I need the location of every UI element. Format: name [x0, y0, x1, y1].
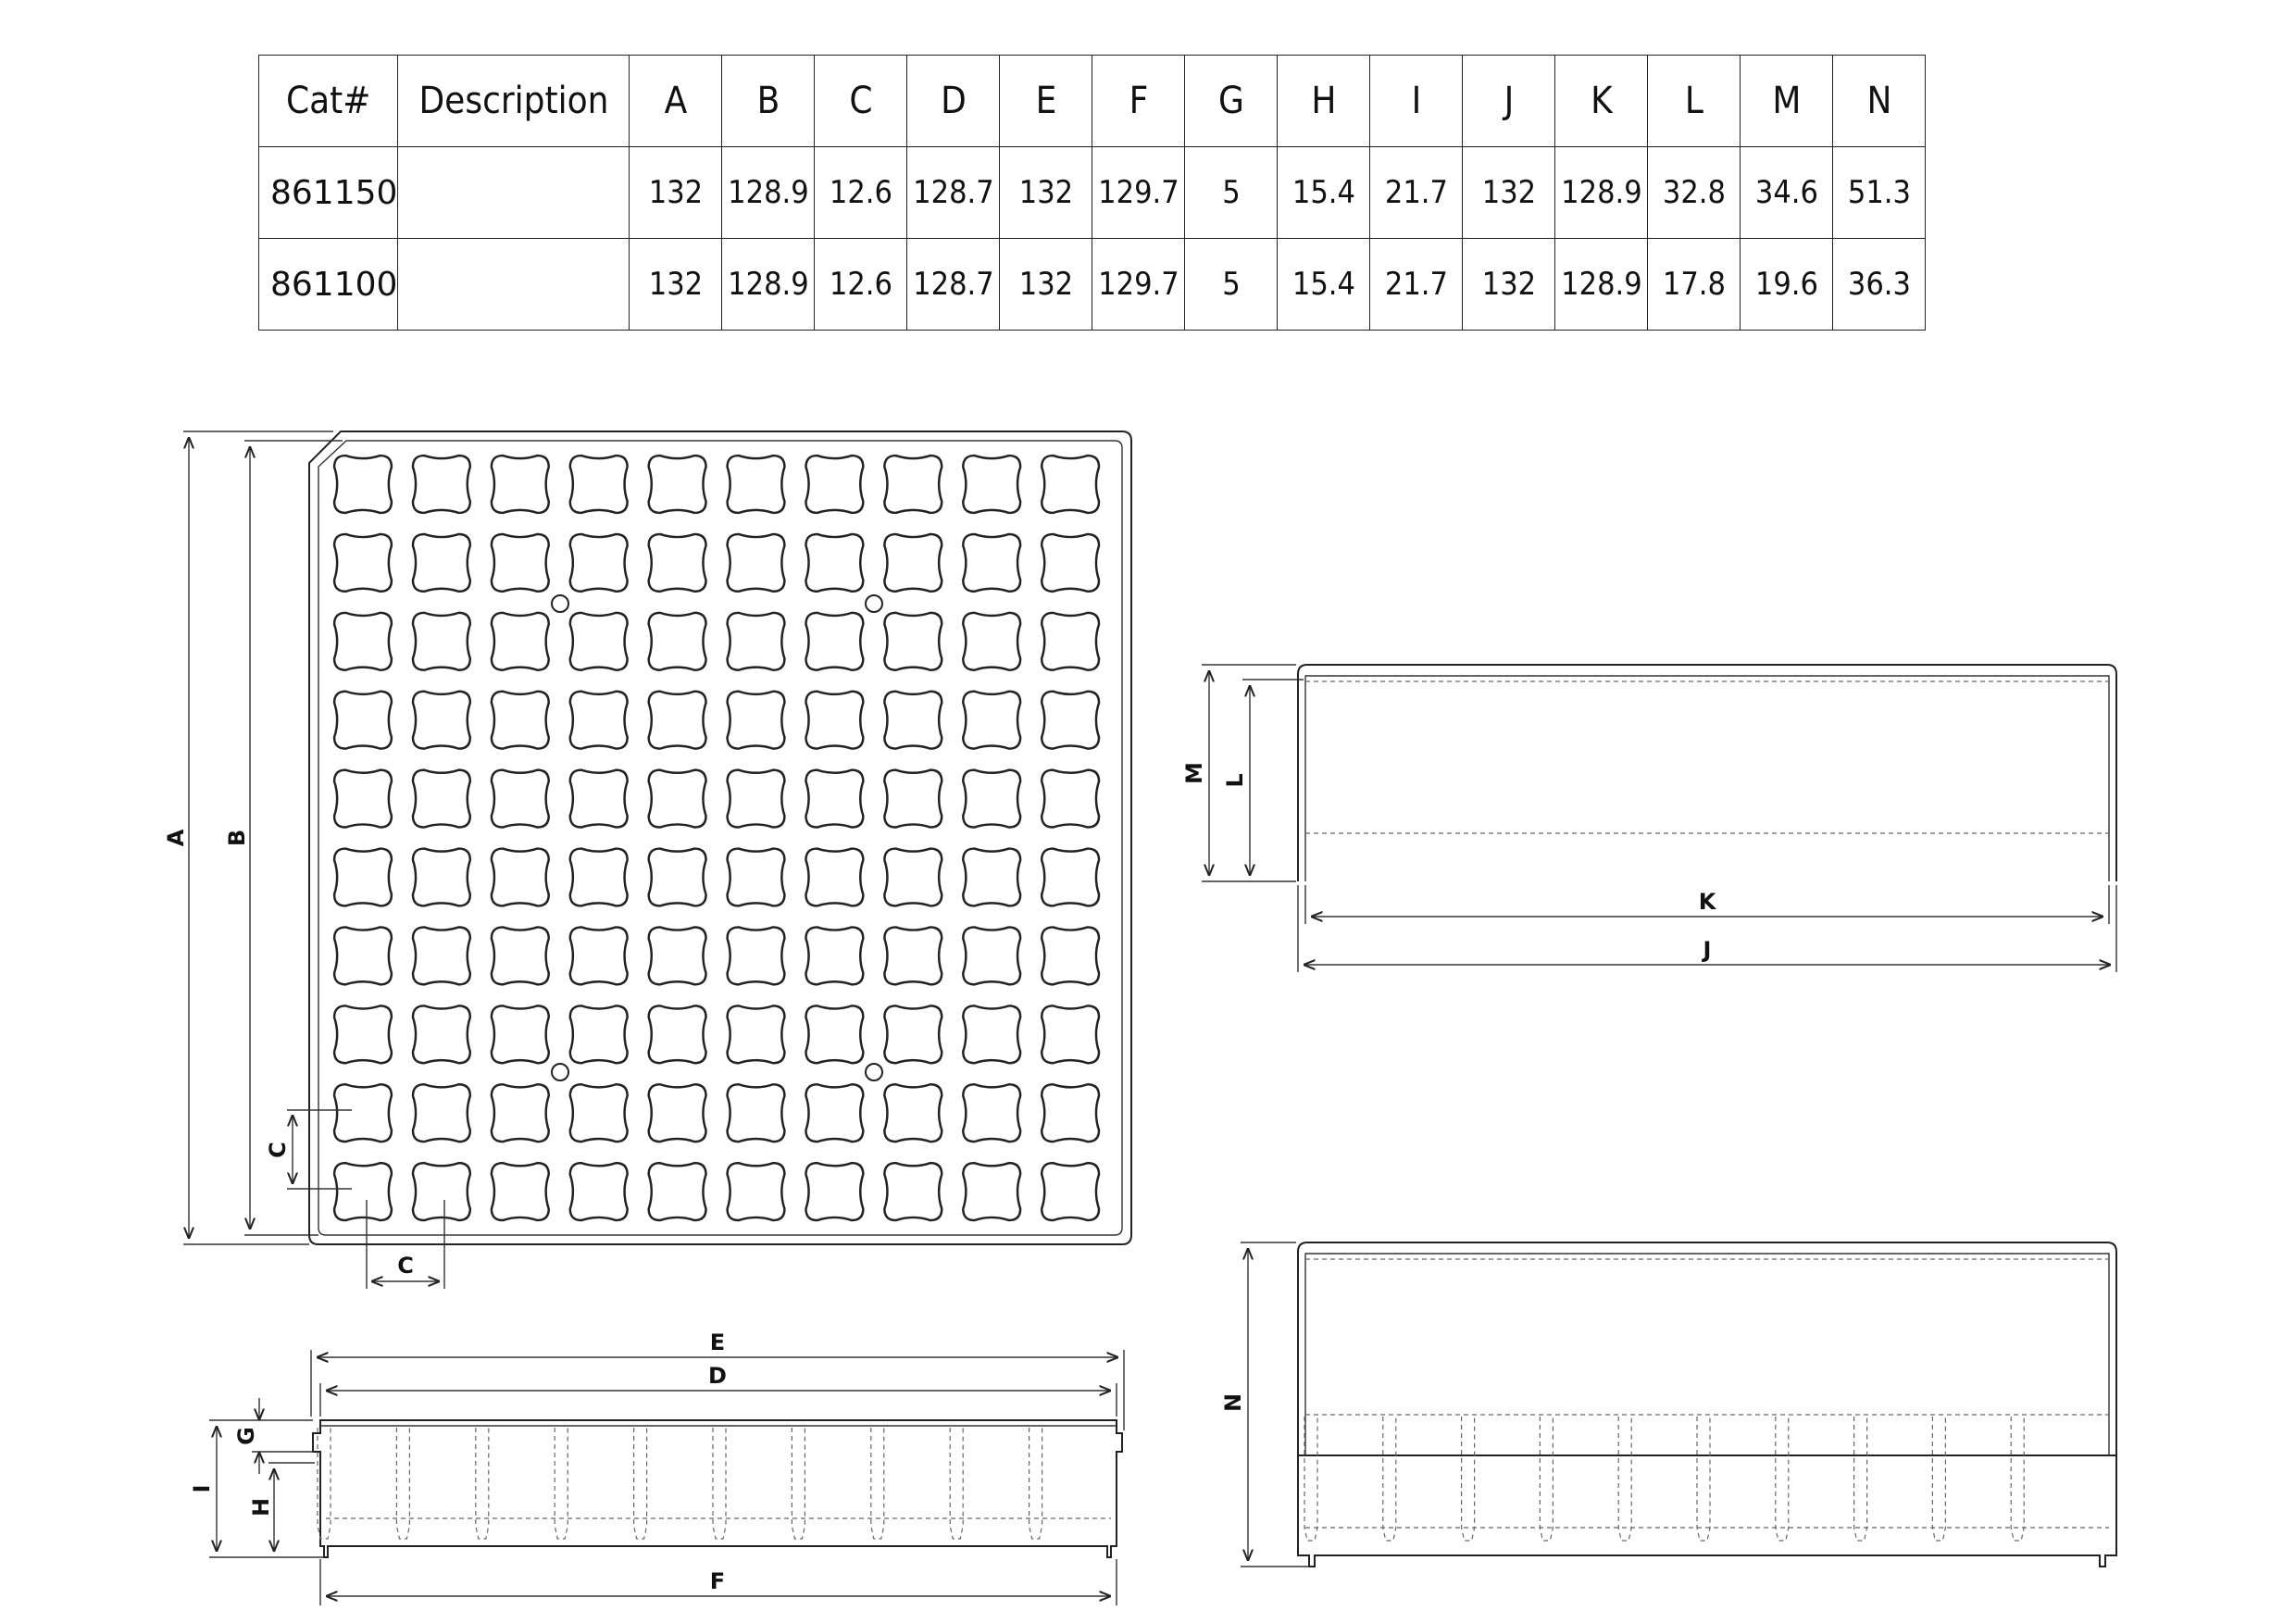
tube-cell — [963, 534, 1020, 592]
lid-outline — [1298, 665, 2116, 881]
table-cell: 5 — [1185, 239, 1278, 331]
tube-cell — [492, 613, 549, 670]
tube-cell — [570, 1005, 628, 1063]
tube-well — [792, 1428, 805, 1539]
tube-cell — [1042, 613, 1099, 670]
dimension-m — [1181, 665, 1296, 881]
tube-cell — [570, 456, 628, 513]
tube-cell — [884, 1005, 942, 1063]
tube-cell — [570, 1163, 628, 1220]
header-d: D — [907, 56, 1000, 147]
tube-cell — [413, 849, 470, 906]
tube-cell — [728, 1005, 785, 1063]
table-cell: 34.6 — [1741, 147, 1833, 239]
lid-side-view — [1298, 665, 2116, 881]
table-cell: 36.3 — [1833, 239, 1926, 331]
table-cell: 861150 — [259, 147, 398, 239]
tube-cell — [728, 1163, 785, 1220]
tube-cell — [963, 770, 1020, 828]
tube-cell — [492, 1005, 549, 1063]
dimension-k — [1305, 885, 2109, 924]
table-cell: 132 — [630, 239, 722, 331]
tube-cell — [1042, 534, 1099, 592]
table-cell: 21.7 — [1370, 239, 1463, 331]
tube-cell — [884, 849, 942, 906]
tube-cell — [334, 1084, 392, 1142]
tube-cell — [1042, 1005, 1099, 1063]
tube-cell — [1042, 770, 1099, 828]
tube-cell — [805, 613, 863, 670]
tube-cell — [492, 1163, 549, 1220]
tube-cell — [728, 849, 785, 906]
tube-cell — [963, 1084, 1020, 1142]
tube-cell — [492, 692, 549, 749]
tube-cell — [963, 692, 1020, 749]
tube-well — [950, 1428, 963, 1539]
dimension-d-label: D — [708, 1363, 727, 1389]
assembled-base-outline — [1298, 1455, 2116, 1567]
header-k: K — [1555, 56, 1648, 147]
tube-cell — [649, 613, 706, 670]
tube-cell — [1042, 1084, 1099, 1142]
table-cell: 32.8 — [1648, 147, 1741, 239]
tube-cell — [334, 849, 392, 906]
table-cell: 17.8 — [1648, 239, 1741, 331]
dimension-j-label: J — [1703, 937, 1712, 963]
tube-cell — [1042, 692, 1099, 749]
tube-cell — [570, 770, 628, 828]
table-cell: 132 — [1463, 239, 1555, 331]
tube-well — [1383, 1417, 1396, 1541]
table-cell: 21.7 — [1370, 147, 1463, 239]
rack-front-outline — [313, 1420, 1122, 1557]
table-cell: 132 — [1463, 147, 1555, 239]
tube-cell — [728, 770, 785, 828]
tube-cell — [649, 770, 706, 828]
tube-cell — [728, 456, 785, 513]
tube-cell — [728, 692, 785, 749]
table-cell: 129.7 — [1092, 239, 1185, 331]
tube-cell — [570, 1084, 628, 1142]
tube-cell — [1042, 849, 1099, 906]
tube-cell — [649, 1005, 706, 1063]
tube-well — [634, 1428, 647, 1539]
tube-cell — [334, 692, 392, 749]
dimension-d — [320, 1363, 1117, 1417]
tube-well — [1854, 1417, 1867, 1541]
table-cell: 51.3 — [1833, 147, 1926, 239]
table-cell: 132 — [630, 147, 722, 239]
tube-cell-grid — [334, 456, 1099, 1220]
table-cell: 12.6 — [815, 239, 907, 331]
tube-cell — [1042, 456, 1099, 513]
tube-cell — [492, 1084, 549, 1142]
front-tube-wells — [318, 1428, 1042, 1539]
header-e: E — [1000, 56, 1092, 147]
tube-cell — [728, 613, 785, 670]
header-j: J — [1463, 56, 1555, 147]
header-i: I — [1370, 56, 1463, 147]
tube-cell — [805, 1005, 863, 1063]
table-cell: 128.9 — [1555, 147, 1648, 239]
tube-well — [1304, 1417, 1317, 1541]
table-cell: 132 — [1000, 147, 1092, 239]
tube-cell — [728, 534, 785, 592]
tube-cell — [413, 692, 470, 749]
table-cell: 12.6 — [815, 147, 907, 239]
tube-cell — [334, 1005, 392, 1063]
dimension-l — [1222, 680, 1304, 876]
tube-cell — [805, 1163, 863, 1220]
table-cell: 15.4 — [1278, 239, 1370, 331]
tube-cell — [805, 534, 863, 592]
tube-well — [713, 1428, 726, 1539]
rack-outline-inner — [318, 441, 1122, 1235]
tube-cell — [570, 613, 628, 670]
dimension-h — [248, 1463, 315, 1552]
dimension-n-label: N — [1220, 1392, 1246, 1413]
header-m: M — [1741, 56, 1833, 147]
dimension-b-label: B — [224, 829, 250, 847]
tube-cell — [963, 1005, 1020, 1063]
tube-cell — [884, 613, 942, 670]
tube-cell — [649, 1163, 706, 1220]
table-cell: 5 — [1185, 147, 1278, 239]
tube-cell — [963, 927, 1020, 984]
tube-cell — [805, 692, 863, 749]
tube-cell — [884, 1084, 942, 1142]
tube-cell — [884, 456, 942, 513]
tube-cell — [570, 692, 628, 749]
tube-cell — [413, 1163, 470, 1220]
tube-cell — [649, 849, 706, 906]
table-cell: 128.9 — [722, 239, 815, 331]
dimension-l-label: L — [1222, 773, 1248, 788]
alignment-hole — [866, 1064, 882, 1080]
tube-cell — [413, 1084, 470, 1142]
dimension-c-vertical-label: C — [265, 1142, 291, 1158]
table-cell: 129.7 — [1092, 147, 1185, 239]
tube-cell — [334, 534, 392, 592]
header-cat: Cat# — [259, 56, 398, 147]
dimension-g-label: G — [233, 1427, 259, 1445]
tube-cell — [413, 456, 470, 513]
header-description: Description — [398, 56, 630, 147]
tube-cell — [492, 770, 549, 828]
dimension-n — [1220, 1242, 1309, 1567]
tube-cell — [805, 770, 863, 828]
tube-cell — [884, 1163, 942, 1220]
dimension-f — [320, 1559, 1117, 1605]
tube-cell — [334, 770, 392, 828]
tube-cell — [334, 613, 392, 670]
table-cell: 128.9 — [722, 147, 815, 239]
tube-cell — [884, 534, 942, 592]
tube-well — [871, 1428, 884, 1539]
dimension-h-label: H — [248, 1497, 274, 1517]
tube-cell — [334, 927, 392, 984]
tube-cell — [492, 849, 549, 906]
alignment-hole — [552, 1064, 568, 1080]
tube-cell — [884, 692, 942, 749]
header-b: B — [722, 56, 815, 147]
tube-cell — [963, 849, 1020, 906]
tube-cell — [805, 849, 863, 906]
tube-well — [555, 1428, 568, 1539]
table-cell: 15.4 — [1278, 147, 1370, 239]
header-f: F — [1092, 56, 1185, 147]
tube-cell — [492, 534, 549, 592]
tube-well — [1540, 1417, 1553, 1541]
tube-well — [1618, 1417, 1631, 1541]
table-cell: 19.6 — [1741, 239, 1833, 331]
header-a: A — [630, 56, 722, 147]
tube-cell — [334, 456, 392, 513]
dimension-a-label: A — [163, 829, 189, 847]
tube-cell — [649, 927, 706, 984]
dimension-f-label: F — [709, 1568, 726, 1594]
header-l: L — [1648, 56, 1741, 147]
alignment-hole — [866, 595, 882, 612]
tube-cell — [728, 927, 785, 984]
tube-well — [1932, 1417, 1945, 1541]
tube-well — [396, 1428, 409, 1539]
tube-cell — [413, 534, 470, 592]
dimension-i-label: I — [189, 1484, 215, 1493]
assembled-tube-wells — [1304, 1417, 2024, 1541]
dimension-k-label: K — [1698, 889, 1716, 915]
tube-well — [2011, 1417, 2024, 1541]
tube-cell — [649, 534, 706, 592]
tube-well — [476, 1428, 489, 1539]
tube-cell — [884, 927, 942, 984]
assembled-view — [1298, 1242, 2116, 1567]
rack-front-view — [313, 1420, 1122, 1557]
tube-cell — [963, 613, 1020, 670]
alignment-hole — [552, 595, 568, 612]
dimension-b — [224, 441, 343, 1235]
dimension-c-horizontal-label: C — [397, 1253, 414, 1279]
tube-cell — [492, 456, 549, 513]
tube-well — [1462, 1417, 1475, 1541]
table-cell: 132 — [1000, 239, 1092, 331]
header-g: G — [1185, 56, 1278, 147]
table-cell: 861100 — [259, 239, 398, 331]
tube-cell — [963, 1163, 1020, 1220]
tube-cell — [413, 1005, 470, 1063]
tube-cell — [413, 770, 470, 828]
tube-well — [1776, 1417, 1789, 1541]
tube-cell — [963, 456, 1020, 513]
table-cell: 128.7 — [907, 147, 1000, 239]
tube-cell — [570, 849, 628, 906]
tube-cell — [413, 927, 470, 984]
dimension-m-label: M — [1181, 762, 1207, 784]
tube-cell — [492, 927, 549, 984]
rack-top-view — [309, 431, 1131, 1244]
tube-well — [1697, 1417, 1710, 1541]
header-h: H — [1278, 56, 1370, 147]
table-cell: 128.7 — [907, 239, 1000, 331]
tube-cell — [413, 613, 470, 670]
header-n: N — [1833, 56, 1926, 147]
tube-cell — [1042, 1163, 1099, 1220]
tube-cell — [728, 1084, 785, 1142]
tube-cell — [334, 1163, 392, 1220]
tube-cell — [649, 692, 706, 749]
tube-cell — [805, 1084, 863, 1142]
tube-cell — [1042, 927, 1099, 984]
assembled-lid-outline — [1298, 1242, 2116, 1455]
tube-cell — [649, 456, 706, 513]
tube-cell — [805, 456, 863, 513]
table-cell: 128.9 — [1555, 239, 1648, 331]
tube-cell — [570, 534, 628, 592]
tube-well — [1029, 1428, 1042, 1539]
tube-cell — [570, 927, 628, 984]
rack-outline-outer — [309, 431, 1131, 1244]
tube-cell — [649, 1084, 706, 1142]
tube-cell — [805, 927, 863, 984]
dimension-e-label: E — [709, 1330, 726, 1355]
tube-cell — [884, 770, 942, 828]
header-c: C — [815, 56, 907, 147]
